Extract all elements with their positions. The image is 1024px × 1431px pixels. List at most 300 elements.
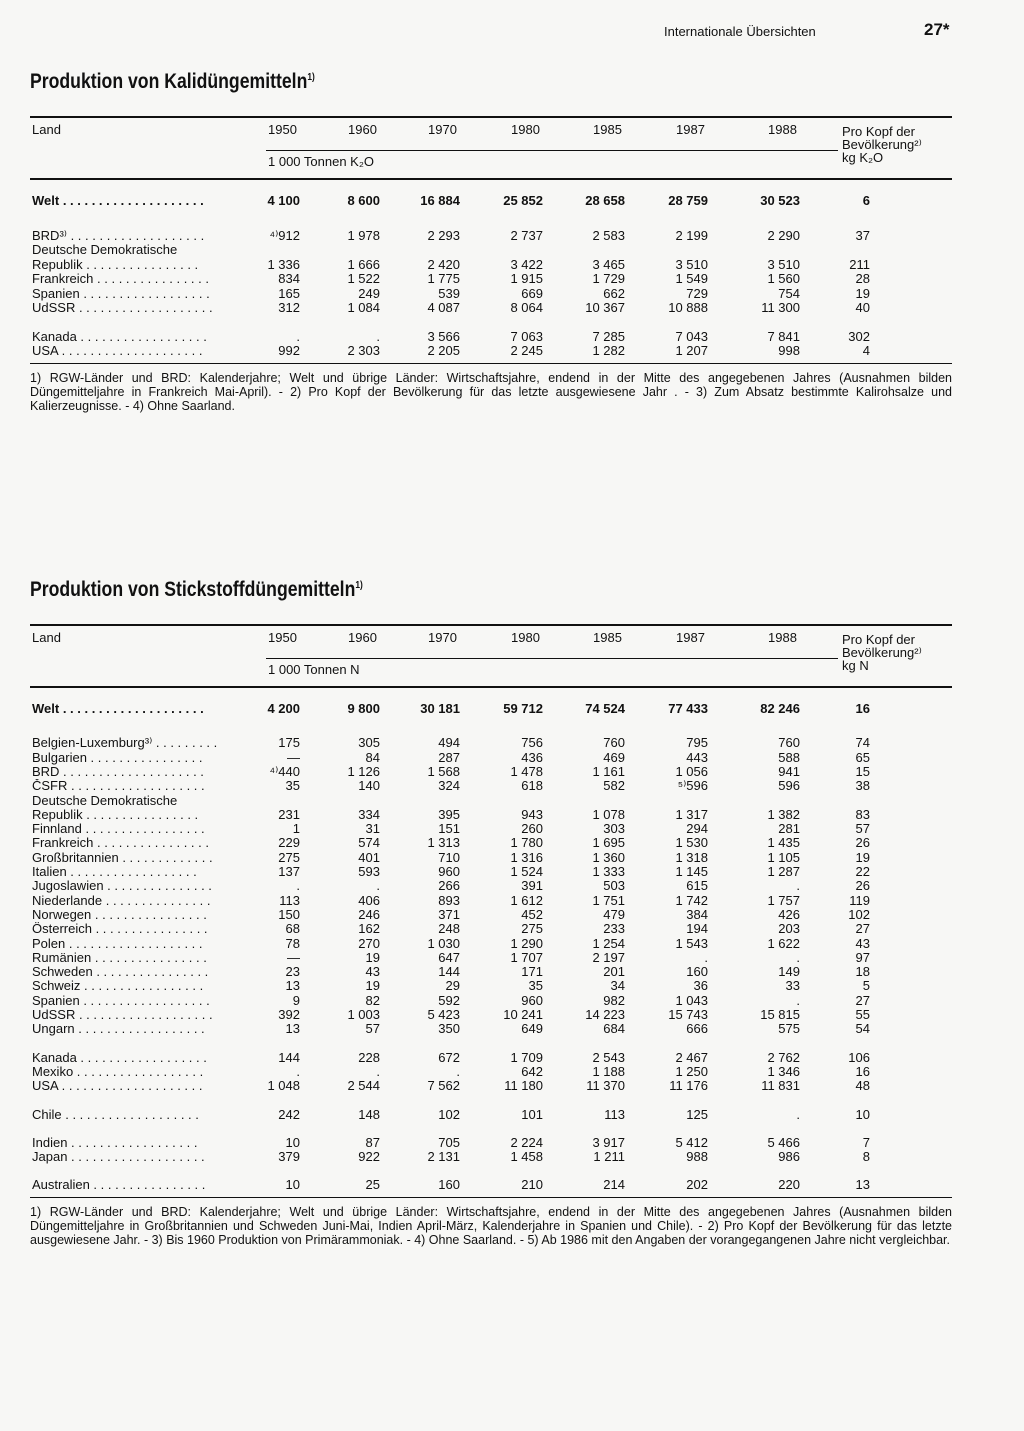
cell-value: 10 367 (585, 300, 625, 315)
cell-value: 596 (778, 778, 800, 794)
stick-col-year: 1980 (511, 630, 540, 645)
cell-value: 760 (778, 735, 800, 751)
cell-value: 151 (438, 821, 460, 837)
cell-value: 756 (521, 735, 543, 751)
cell-value: . (796, 992, 800, 1008)
cell-value: . (704, 949, 708, 965)
table-row (30, 194, 952, 208)
cell-value: 37 (855, 227, 870, 243)
cell-value: 211 (849, 256, 870, 272)
cell-value: . (376, 328, 380, 344)
cell-value: 160 (686, 964, 708, 980)
stick-col-year: 1988 (768, 630, 797, 645)
cell-value: 2 245 (510, 343, 543, 358)
cell-value: 1 056 (675, 763, 708, 779)
cell-value: 672 (438, 1049, 460, 1065)
cell-value: 426 (778, 906, 800, 922)
cell-value: 2 544 (347, 1078, 380, 1094)
cell-value: 2 543 (592, 1049, 625, 1065)
table-row (30, 287, 952, 301)
cell-value: . (376, 878, 380, 894)
cell-value: 312 (278, 300, 300, 315)
cell-value: 40 (855, 300, 870, 315)
row-label: Schweden . . . . . . . . . . . . . . . . (32, 965, 209, 980)
cell-value: 1 250 (675, 1063, 708, 1079)
table-row (30, 1022, 952, 1036)
cell-value: 23 (285, 964, 300, 980)
cell-value: 494 (438, 735, 460, 751)
cell-value: 35 (285, 778, 300, 794)
cell-value: 74 (855, 735, 870, 751)
stick-perhead-label: Pro Kopf der (842, 632, 915, 647)
cell-value: 1 318 (675, 849, 708, 865)
cell-value: 5 412 (675, 1134, 708, 1150)
row-label: USA . . . . . . . . . . . . . . . . . . . . (32, 1079, 203, 1094)
cell-value: 194 (686, 921, 708, 937)
cell-value: 28 (855, 271, 870, 286)
cell-value: 13 (285, 978, 300, 994)
row-label: Chile . . . . . . . . . . . . . . . . . . . (32, 1107, 199, 1122)
cell-value: 1 780 (510, 835, 543, 851)
cell-value: 1 530 (675, 835, 708, 851)
table-row (30, 243, 952, 257)
kali-perhead-label: kg K₂O (842, 150, 884, 165)
cell-value: 1 048 (267, 1078, 300, 1094)
cell-value: 1 695 (592, 835, 625, 851)
table-row (30, 1150, 952, 1164)
cell-value: 4 (862, 343, 870, 358)
row-label: Australien . . . . . . . . . . . . . . . . (32, 1178, 206, 1193)
cell-value: 575 (778, 1021, 800, 1037)
cell-value: 125 (686, 1106, 708, 1122)
stick-footnote: 1) RGW-Länder und BRD: Kalenderjahre; Welt und übrige Länder: Wirtschaftsjahre, endend in der Mitte des angegebenen Jahres (Ausnahmen bilden Düngemitteljahre in Großbritannien und Schweden Juni-Mai, Indien April-März, Kalenderjahre in Spanien und Chile). - 2) Pro Kopf der Bevölkerung für das letzte ausgewiesene Jahr. - 3) Bis 1960 Produktion von Primärammoniak. - 4) Ohne Saarland. - 5) Ab 1986 mit den Angaben der vorangegangenen Jahre nicht vergleichbar. (30, 1204, 952, 1247)
cell-value: 1 568 (427, 763, 460, 779)
kali-perhead-label: Pro Kopf der (842, 124, 915, 139)
cell-value: 1 (292, 821, 300, 837)
cell-value: 1 360 (592, 849, 625, 865)
table-row (30, 951, 952, 965)
cell-value: — (287, 949, 300, 965)
cell-value: 2 199 (675, 227, 708, 243)
cell-value: 3 566 (427, 328, 460, 344)
cell-value: 7 841 (767, 328, 800, 344)
cell-value: 1 211 (593, 1149, 625, 1165)
stick-title: Produktion von Stickstoffdüngemitteln$^{1)}$ (30, 578, 363, 601)
cell-value: 220 (778, 1177, 800, 1193)
cell-value: 503 (603, 878, 625, 894)
cell-value: ⁵⁾596 (677, 778, 708, 794)
table-row (30, 779, 952, 793)
table-row (30, 922, 952, 936)
cell-value: 705 (438, 1134, 460, 1150)
cell-value: 1 709 (510, 1049, 543, 1065)
cell-value: 33 (785, 978, 800, 994)
cell-value: 35 (528, 978, 543, 994)
cell-value: 5 423 (427, 1007, 460, 1022)
cell-value: 30 181 (420, 701, 460, 716)
cell-value: 666 (686, 1021, 708, 1037)
cell-value: . (296, 1063, 300, 1079)
cell-value: 539 (438, 285, 460, 301)
cell-value: 1 757 (767, 892, 800, 908)
cell-value: 479 (603, 906, 625, 922)
cell-value: 1 105 (767, 849, 800, 865)
cell-value: 893 (438, 892, 460, 908)
cell-value: 1 316 (510, 849, 543, 865)
cell-value: 334 (358, 806, 380, 822)
row-label: Spanien . . . . . . . . . . . . . . . . . . (32, 993, 210, 1008)
cell-value: 1 478 (510, 763, 543, 779)
cell-value: 6 (862, 193, 870, 208)
cell-value: 2 420 (427, 256, 460, 272)
cell-value: 615 (686, 878, 708, 894)
cell-value: 395 (438, 806, 460, 822)
cell-value: 1 612 (510, 892, 543, 908)
row-label: BRD³⁾ . . . . . . . . . . . . . . . . . . . (32, 228, 205, 243)
table-row (30, 344, 952, 358)
cell-value: 9 800 (347, 701, 380, 716)
cell-value: 1 742 (675, 892, 708, 908)
cell-value: 281 (778, 821, 800, 837)
cell-value: 384 (686, 906, 708, 922)
stick-col-land: Land (32, 630, 61, 645)
cell-value: 588 (778, 749, 800, 765)
cell-value: 960 (438, 864, 460, 879)
cell-value: 2 467 (675, 1049, 708, 1065)
cell-value: 55 (855, 1007, 870, 1022)
row-label: Frankreich . . . . . . . . . . . . . . . . (32, 836, 209, 851)
cell-value: 2 762 (767, 1049, 800, 1065)
cell-value: 986 (778, 1149, 800, 1165)
table-row (30, 851, 952, 865)
cell-value: 15 743 (668, 1007, 708, 1022)
cell-value: 8 064 (510, 300, 543, 315)
cell-value: 10 (285, 1134, 300, 1150)
kali-col-year: 1988 (768, 122, 797, 137)
cell-value: 998 (778, 343, 800, 358)
table-row (30, 822, 952, 836)
kali-col-year: 1950 (268, 122, 297, 137)
cell-value: 1 435 (767, 835, 800, 851)
cell-value: 1 078 (592, 806, 625, 822)
cell-value: 29 (445, 978, 460, 994)
cell-value: 144 (278, 1049, 300, 1065)
table-row (30, 258, 952, 272)
cell-value: 15 815 (760, 1007, 800, 1022)
cell-value: 28 658 (585, 193, 625, 208)
row-label: USA . . . . . . . . . . . . . . . . . . . . (32, 344, 203, 358)
cell-value: 160 (438, 1177, 460, 1193)
cell-value: 1 707 (510, 949, 543, 965)
cell-value: 106 (848, 1049, 870, 1065)
row-label: Italien . . . . . . . . . . . . . . . . . . (32, 865, 197, 879)
cell-value: 140 (358, 778, 380, 794)
row-label: Kanada . . . . . . . . . . . . . . . . . . (32, 1050, 207, 1065)
cell-value: 84 (365, 749, 380, 765)
cell-value: 101 (521, 1106, 543, 1122)
cell-value: 19 (855, 285, 870, 301)
cell-value: — (287, 749, 300, 765)
stick-col-year: 1987 (676, 630, 705, 645)
cell-value: 270 (358, 935, 380, 951)
cell-value: 10 (285, 1177, 300, 1193)
table-row (30, 1136, 952, 1150)
cell-value: 2 290 (767, 227, 800, 243)
cell-value: 228 (358, 1049, 380, 1065)
table-row (30, 1008, 952, 1022)
cell-value: 592 (438, 992, 460, 1008)
cell-value: 452 (521, 906, 543, 922)
cell-value: 1 549 (675, 271, 708, 286)
cell-value: 26 (855, 835, 870, 851)
table-row (30, 965, 952, 979)
stick-col-year: 1950 (268, 630, 297, 645)
stick-top-rule (30, 624, 952, 626)
cell-value: 162 (358, 921, 380, 937)
cell-value: 2 293 (427, 227, 460, 243)
cell-value: 74 524 (585, 701, 625, 716)
cell-value: 3 465 (592, 256, 625, 272)
cell-value: 5 466 (767, 1134, 800, 1150)
cell-value: 246 (358, 906, 380, 922)
table-row (30, 937, 952, 951)
cell-value: 2 224 (510, 1134, 543, 1150)
cell-value: 1 003 (347, 1007, 380, 1022)
cell-value: 175 (278, 735, 300, 751)
cell-value: 266 (438, 878, 460, 894)
page-number: 27* (924, 20, 950, 39)
cell-value: 10 241 (503, 1007, 543, 1022)
cell-value: 3 510 (675, 256, 708, 272)
cell-value: 27 (855, 921, 870, 937)
cell-value: 1 978 (347, 227, 380, 243)
cell-value: 231 (278, 806, 300, 822)
cell-value: 97 (855, 949, 870, 965)
cell-value: 371 (438, 906, 460, 922)
cell-value: 302 (848, 328, 870, 344)
cell-value: 68 (285, 921, 300, 937)
kali-col-year: 1980 (511, 122, 540, 137)
cell-value: 25 852 (503, 193, 543, 208)
cell-value: 7 285 (592, 328, 625, 344)
cell-value: 4 100 (267, 193, 300, 208)
cell-value: 78 (285, 935, 300, 951)
row-label: Kanada . . . . . . . . . . . . . . . . . . (32, 329, 207, 344)
cell-value: 647 (438, 949, 460, 965)
cell-value: 82 (365, 992, 380, 1008)
cell-value: . (796, 1106, 800, 1122)
cell-value: 392 (278, 1007, 300, 1022)
row-label: Bulgarien . . . . . . . . . . . . . . . . (32, 750, 203, 765)
cell-value: 992 (278, 343, 300, 358)
table-row (30, 994, 952, 1008)
cell-value: 1 622 (767, 935, 800, 951)
cell-value: 1 458 (510, 1149, 543, 1165)
cell-value: 618 (521, 778, 543, 794)
row-label: ČSFR . . . . . . . . . . . . . . . . . . . (32, 779, 205, 794)
cell-value: 3 510 (767, 256, 800, 272)
cell-value: 15 (855, 763, 870, 779)
cell-value: 391 (521, 878, 543, 894)
cell-value: 922 (358, 1149, 380, 1165)
table-row (30, 1079, 952, 1093)
table-row (30, 865, 952, 879)
cell-value: 834 (278, 271, 300, 286)
cell-value: 19 (855, 849, 870, 865)
cell-value: 1 161 (592, 763, 625, 779)
cell-value: 113 (604, 1106, 625, 1122)
cell-value: 36 (693, 978, 708, 994)
cell-value: 1 775 (427, 271, 460, 286)
cell-value: 7 (862, 1134, 870, 1150)
cell-value: 1 084 (347, 300, 380, 315)
cell-value: 14 223 (585, 1007, 625, 1022)
cell-value: 406 (358, 892, 380, 908)
cell-value: 4 087 (427, 300, 460, 315)
cell-value: 87 (365, 1134, 380, 1150)
cell-value: 2 197 (592, 949, 625, 965)
kali-head-rule (30, 178, 952, 180)
cell-value: 10 (855, 1106, 870, 1122)
cell-value: 443 (686, 749, 708, 765)
row-label: UdSSR . . . . . . . . . . . . . . . . . . . (32, 301, 213, 315)
cell-value: 1 043 (675, 992, 708, 1008)
stick-section (30, 578, 952, 1247)
cell-value: 59 712 (503, 701, 543, 716)
cell-value: 83 (855, 806, 870, 822)
cell-value: 1 254 (592, 935, 625, 951)
cell-value: 16 (855, 1063, 870, 1079)
row-label: UdSSR . . . . . . . . . . . . . . . . . . . (32, 1008, 213, 1022)
kali-title: Produktion von Kalidüngemitteln$^{1)}$ (30, 70, 315, 93)
kali-unit: 1 000 Tonnen K₂O (268, 154, 374, 169)
cell-value: 242 (278, 1106, 300, 1122)
cell-value: 5 (862, 978, 870, 994)
cell-value: 144 (438, 964, 460, 980)
cell-value: 260 (521, 821, 543, 837)
cell-value: 2 131 (427, 1149, 460, 1165)
cell-value: 229 (278, 835, 300, 851)
row-label: Jugoslawien . . . . . . . . . . . . . . . (32, 879, 212, 894)
cell-value: 1 751 (592, 892, 625, 908)
cell-value: 202 (686, 1177, 708, 1193)
cell-value: 102 (848, 906, 870, 922)
cell-value: 27 (855, 992, 870, 1008)
cell-value: 729 (686, 285, 708, 301)
cell-value: 7 562 (427, 1078, 460, 1094)
cell-value: 19 (365, 949, 380, 965)
cell-value: 4 200 (267, 701, 300, 716)
cell-value: 469 (603, 749, 625, 765)
row-label: Belgien-Luxemburg³⁾ . . . . . . . . . (32, 736, 218, 751)
row-label: Mexiko . . . . . . . . . . . . . . . . . . (32, 1064, 204, 1079)
cell-value: 3 422 (510, 256, 543, 272)
cell-value: . (296, 328, 300, 344)
stick-unit-rule (266, 658, 838, 659)
cell-value: 11 831 (761, 1078, 800, 1094)
cell-value: 22 (855, 864, 870, 879)
cell-value: 210 (521, 1177, 543, 1193)
cell-value: 662 (603, 285, 625, 301)
row-label: Polen . . . . . . . . . . . . . . . . . . . (32, 936, 203, 951)
cell-value: 988 (686, 1149, 708, 1165)
cell-value: . (296, 878, 300, 894)
cell-value: 11 300 (761, 300, 800, 315)
cell-value: 43 (855, 935, 870, 951)
cell-value: 82 246 (760, 701, 800, 716)
cell-value: 1 560 (767, 271, 800, 286)
cell-value: 287 (438, 749, 460, 765)
cell-value: 1 729 (592, 271, 625, 286)
cell-value: 148 (358, 1106, 380, 1122)
cell-value: 1 524 (510, 864, 543, 879)
table-row (30, 751, 952, 765)
cell-value: 669 (521, 285, 543, 301)
cell-value: 13 (285, 1021, 300, 1037)
cell-value: 642 (521, 1063, 543, 1079)
stick-perhead-label: Bevölkerung²⁾ (842, 645, 922, 660)
kali-footnote: 1) RGW-Länder und BRD: Kalenderjahre; Welt und übrige Länder: Wirtschaftsjahre, endend in der Mitte des angegebenen Jahres (Ausnahmen bilden Düngemitteljahre in Frankreich Mai-April). - 2) Pro Kopf der Bevölkerung für das letzte ausgewiesene Jahr . - 3) Zum Absatz bestimmte Kalirohsalze und Kalierzeugnisse. - 4) Ohne Saarland. (30, 370, 952, 413)
table-row (30, 702, 952, 716)
cell-value: 57 (855, 821, 870, 837)
kali-top-rule (30, 116, 952, 118)
cell-value: 275 (521, 921, 543, 937)
table-row (30, 1065, 952, 1079)
cell-value: 165 (278, 285, 300, 301)
cell-value: 1 030 (427, 935, 460, 951)
cell-value: 593 (358, 864, 380, 879)
row-label: BRD . . . . . . . . . . . . . . . . . . . . (32, 764, 204, 779)
cell-value: 137 (278, 864, 300, 879)
cell-value: 16 (855, 701, 870, 716)
table-row (30, 765, 952, 779)
cell-value: 16 884 (420, 193, 460, 208)
cell-value: 13 (855, 1177, 870, 1193)
cell-value: 960 (521, 992, 543, 1008)
kali-col-year: 1985 (593, 122, 622, 137)
cell-value: 982 (603, 992, 625, 1008)
kali-col-year: 1970 (428, 122, 457, 137)
cell-value: 11 176 (669, 1078, 708, 1094)
row-label: Spanien . . . . . . . . . . . . . . . . . . (32, 286, 210, 301)
row-label: Rumänien . . . . . . . . . . . . . . . . (32, 950, 207, 965)
kali-section (30, 70, 952, 413)
cell-value: 760 (603, 735, 625, 751)
cell-value: 3 917 (592, 1134, 625, 1150)
stick-unit: 1 000 Tonnen N (268, 662, 360, 677)
cell-value: 26 (855, 878, 870, 894)
cell-value: 275 (278, 849, 300, 865)
table-row (30, 229, 952, 243)
cell-value: 436 (521, 749, 543, 765)
cell-value: 1 290 (510, 935, 543, 951)
cell-value: ⁴⁾440 (269, 763, 300, 779)
cell-value: 28 759 (668, 193, 708, 208)
row-label: Deutsche Demokratische (32, 793, 178, 808)
stick-col-year: 1985 (593, 630, 622, 645)
stick-perhead-label: kg N (842, 658, 869, 673)
kali-perhead-label: Bevölkerung²⁾ (842, 137, 922, 152)
cell-value: 1 287 (767, 864, 800, 879)
row-label: Ungarn . . . . . . . . . . . . . . . . . . (32, 1022, 205, 1037)
table-row (30, 979, 952, 993)
row-label: Deutsche Demokratische (32, 243, 178, 257)
cell-value: 43 (365, 964, 380, 980)
cell-value: 1 522 (347, 271, 380, 286)
table-row (30, 330, 952, 344)
cell-value: 214 (603, 1177, 625, 1193)
cell-value: 11 180 (504, 1078, 543, 1094)
